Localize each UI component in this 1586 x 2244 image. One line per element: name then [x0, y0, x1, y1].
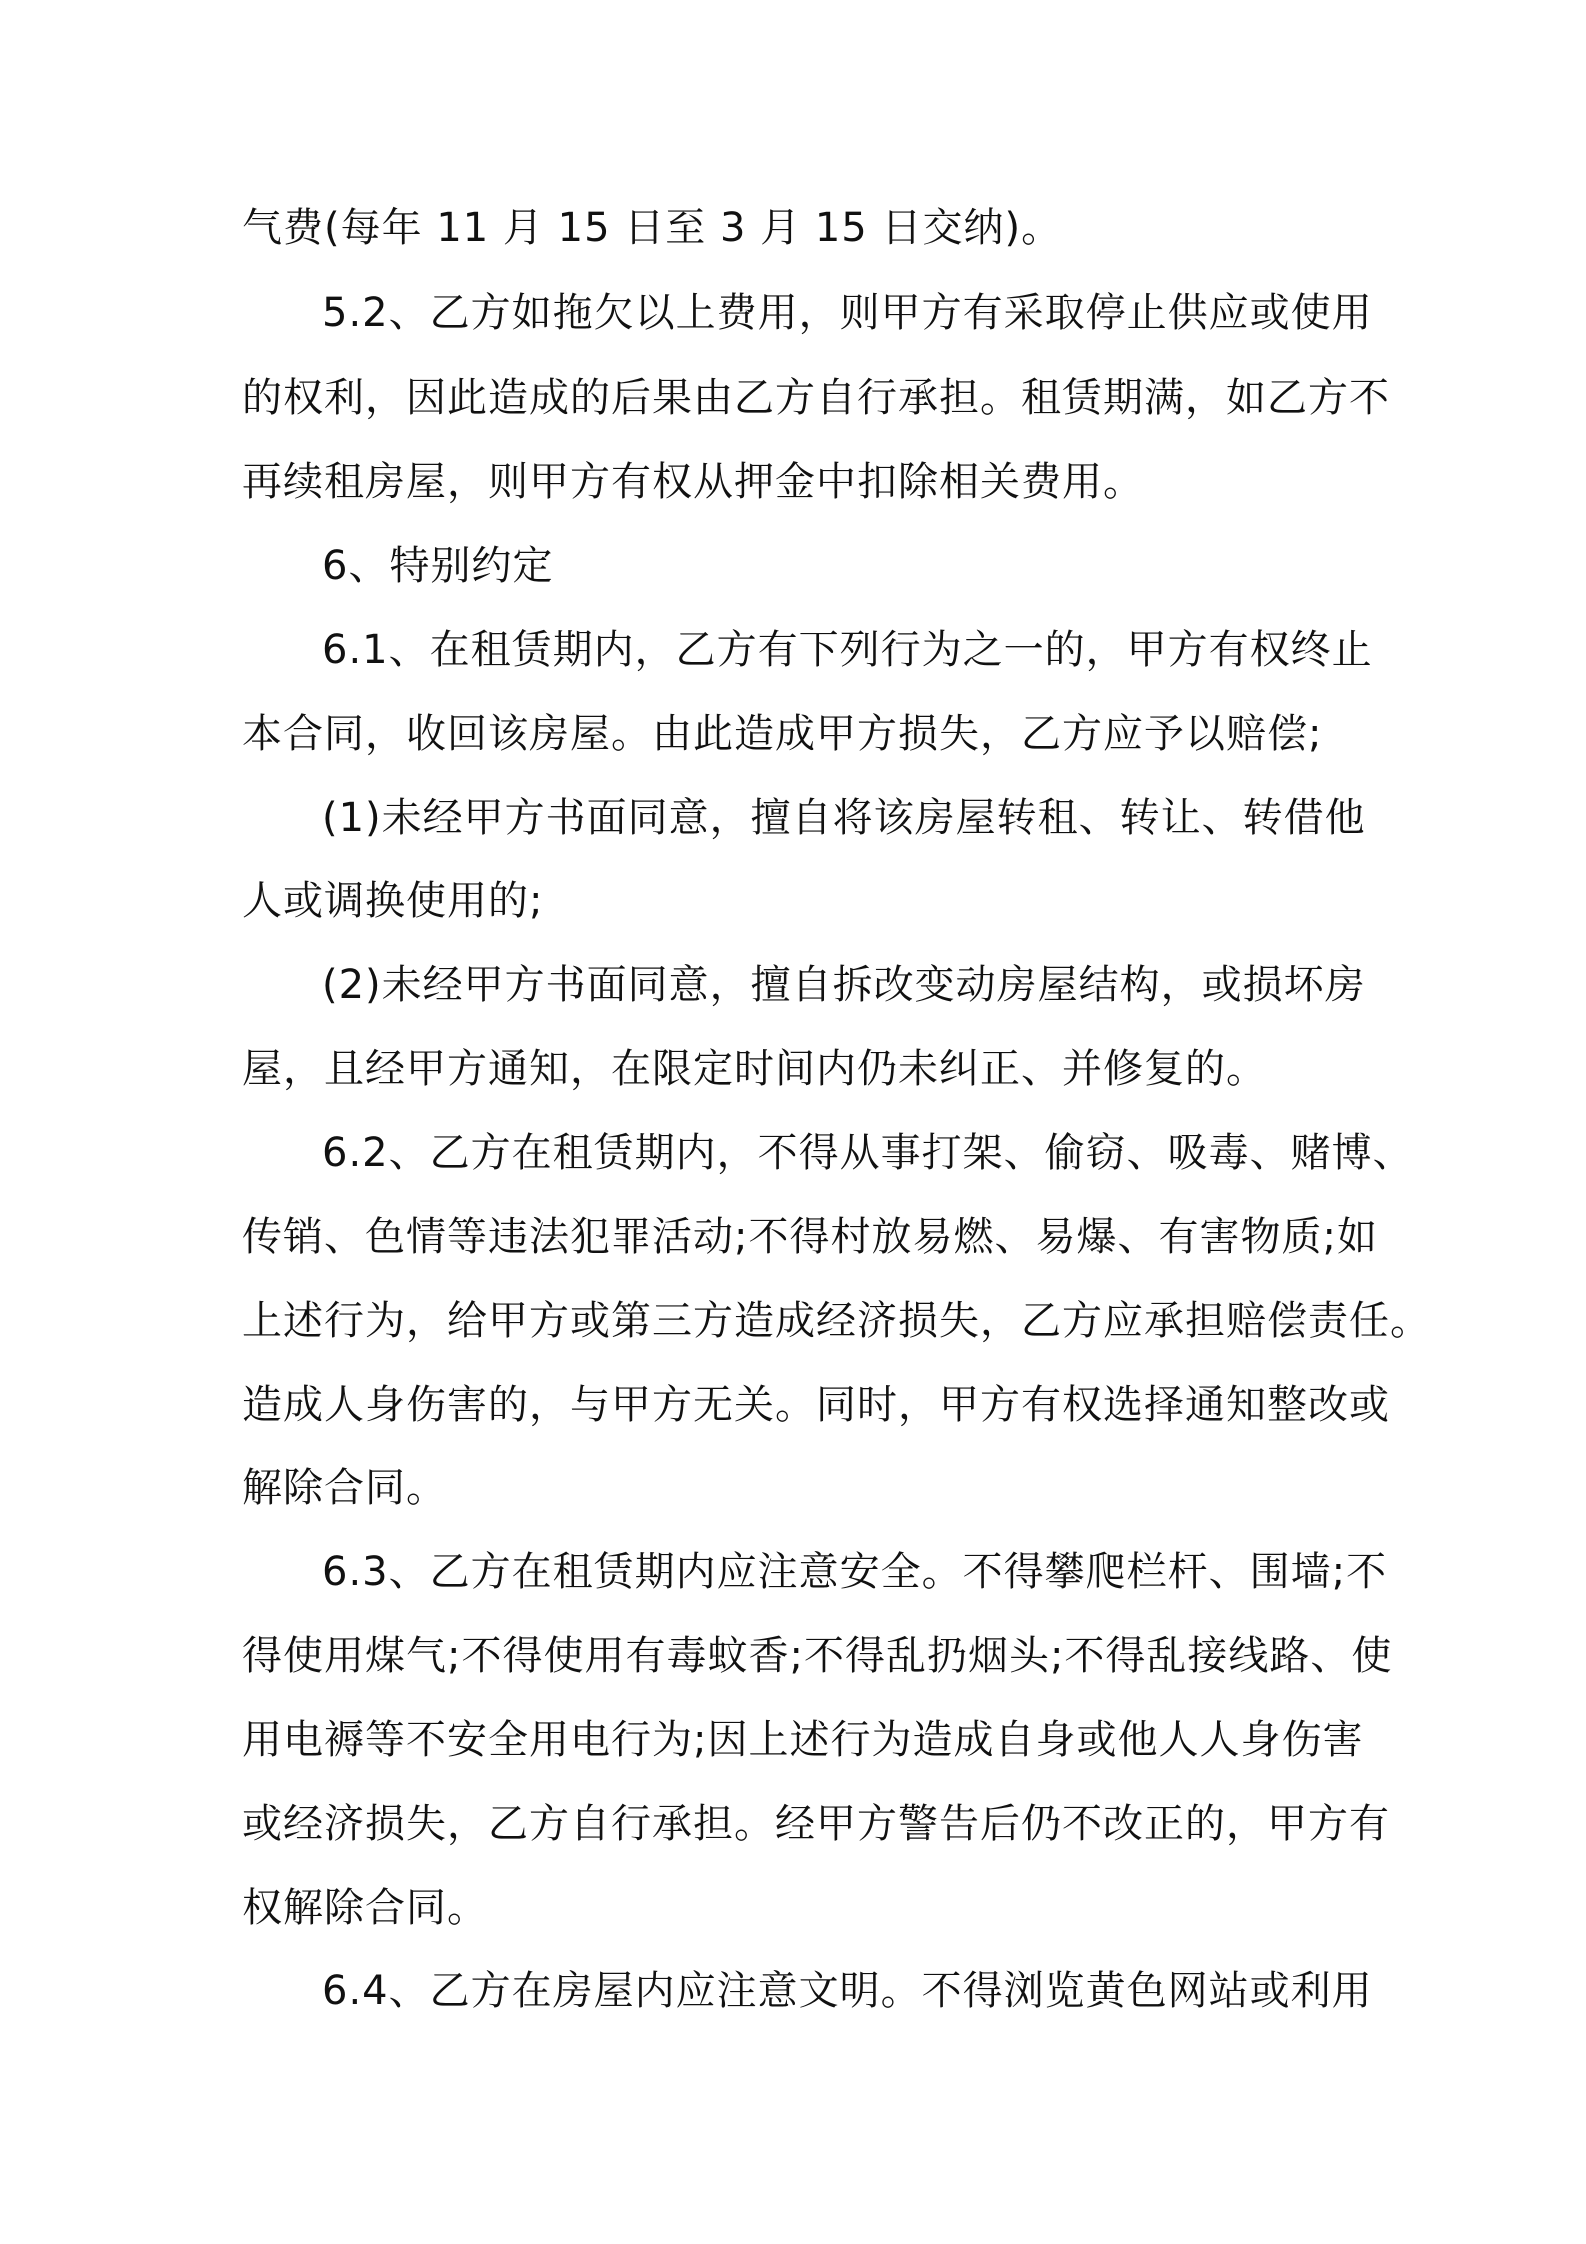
section-heading: 6、特别约定	[322, 543, 554, 589]
text-line: 本合同，收回该房屋。由此造成甲方损失，乙方应予以赔偿;	[242, 711, 1323, 757]
text-line: 屋，且经甲方通知，在限定时间内仍未纠正、并修复的。	[242, 1046, 1267, 1092]
text-line: 得使用煤气;不得使用有毒蚊香;不得乱扔烟头;不得乱接线路、使	[242, 1633, 1393, 1679]
text-line: 传销、色情等违法犯罪活动;不得村放易燃、易爆、有害物质;如	[242, 1214, 1378, 1260]
text-line: 的权利，因此造成的后果由乙方自行承担。租赁期满，如乙方不	[242, 375, 1390, 421]
text-line: 或经济损失，乙方自行承担。经甲方警告后仍不改正的，甲方有	[242, 1801, 1390, 1847]
text-line: 再续租房屋，则甲方有权从押金中扣除相关费用。	[242, 459, 1144, 505]
text-line: 气费(每年 11 月 15 日至 3 月 15 日交纳)。	[242, 205, 1063, 251]
text-line: 权解除合同。	[242, 1885, 488, 1931]
text-line: (1)未经甲方书面同意，擅自将该房屋转租、转让、转借他	[322, 795, 1366, 841]
text-line: 上述行为，给甲方或第三方造成经济损失，乙方应承担赔偿责任。	[242, 1298, 1431, 1344]
text-line: 用电褥等不安全用电行为;因上述行为造成自身或他人人身伤害	[242, 1717, 1364, 1763]
text-line: 6.4、乙方在房屋内应注意文明。不得浏览黄色网站或利用	[322, 1968, 1373, 2014]
text-line: 6.3、乙方在租赁期内应注意安全。不得攀爬栏杆、围墙;不	[322, 1549, 1388, 1595]
text-line: 5.2、乙方如拖欠以上费用，则甲方有采取停止供应或使用	[322, 290, 1373, 336]
text-line: 人或调换使用的;	[242, 878, 544, 924]
text-line: 造成人身伤害的，与甲方无关。同时，甲方有权选择通知整改或	[242, 1382, 1390, 1428]
text-line: (2)未经甲方书面同意，擅自拆改变动房屋结构，或损坏房	[322, 962, 1366, 1008]
text-line: 6.1、在租赁期内，乙方有下列行为之一的，甲方有权终止	[322, 627, 1373, 673]
text-line: 6.2、乙方在租赁期内，不得从事打架、偷窃、吸毒、赌博、	[322, 1130, 1414, 1176]
text-line: 解除合同。	[242, 1465, 447, 1511]
